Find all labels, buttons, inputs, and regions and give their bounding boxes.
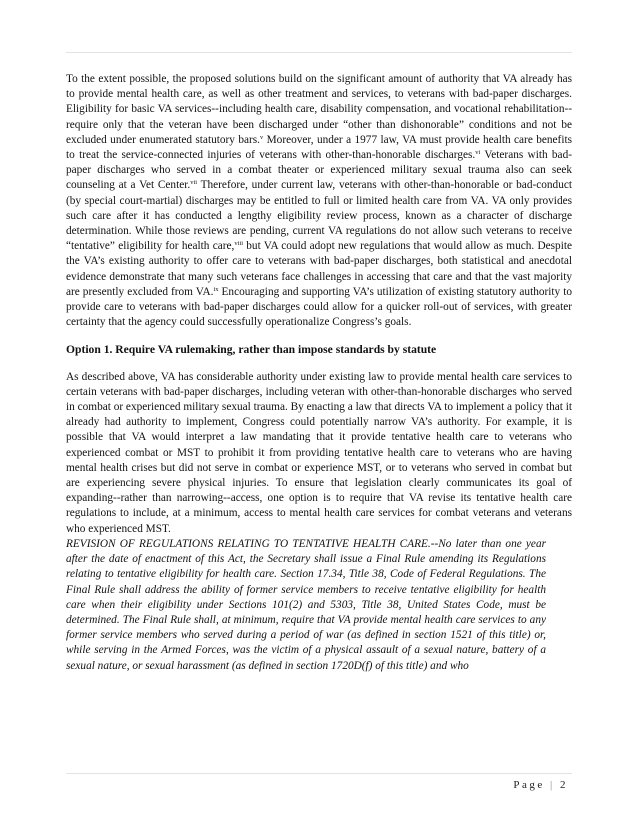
page-number: 2 bbox=[560, 779, 568, 791]
endnote-marker: vi bbox=[475, 149, 481, 157]
header-rule bbox=[66, 52, 572, 53]
page-label: Page bbox=[513, 779, 545, 791]
legislative-quote: REVISION OF REGULATIONS RELATING TO TENTATIVE HEALTH CARE.--No later than one year after the date of enactment of this Act, the Secretary shall issue a Final Rule amending its Regulations relating to tentative eligibility for health care. Section 17.34, Title 38, Code of Federal Regulations. The Final Rule shall address the ability of former service members to receive tentative eligibility for health care when their eligibility under Sections 101(2) and 5303, Title 38, United States Code, must be determined. The Final Rule shall, at minimum, require that VA provide mental health care services to any former service members who served during a period of war (as defined in section 1521 of this title) or, while serving in the Armed Forces, was the victim of a physical assault of a sexual nature, battery of a sexual nature, or sexual harassment (as defined in section 1720D(f) of this title) and who bbox=[66, 537, 546, 672]
page-body bbox=[66, 72, 572, 674]
endnote-marker: v bbox=[259, 133, 264, 141]
page-footer bbox=[513, 779, 568, 791]
endnote-marker: ix bbox=[213, 285, 219, 293]
footer-rule bbox=[66, 773, 572, 774]
intro-paragraph: To the extent possible, the proposed solutions build on the significant amount of authority that VA already has to provide mental health care, as well as other treatment and services, to veterans with bad-paper discharges. Eligibility for basic VA services--including health care, disability compensation, and vocational rehabilitation--require only that the veteran have been discharged under “other than dishonorable” conditions and not be excluded under enumerated statutory bars.$^v$ Moreover, under a 1977 law, VA must provide health care benefits to treat the service-connected injuries of veterans with other-than-honorable discharges.$^{vi}$ Veterans with bad-paper discharges who served in a combat theater or experienced military sexual trauma also can seek counseling at a Vet Center.$^{vii}$ Therefore, under current law, veterans with other-than-honorable or bad-conduct (by special court-martial) discharges may be entitled to full or limited health care from VA. VA only provides such care after it has conducted a lengthy eligibility review process, known as a character of discharge determination. While those reviews are pending, current VA regulations do not allow such veterans to receive “tentative” eligibility for health care,$^{viii}$ but VA could adopt new regulations that would allow as much. Despite the VA’s existing authority to offer care to veterans with bad-paper discharges, both statistical and anecdotal evidence demonstrate that many such veterans face challenges in accessing that care and that the vast majority are presently excluded from VA.$^{ix}$ Encouraging and supporting VA’s utilization of existing statutory authority to provide care to veterans with bad-paper discharges could allow for a quicker roll-out of services, with greater certainty that the agency could successfully operationalize Congress’s goals. bbox=[66, 73, 572, 329]
endnote-marker: viii bbox=[234, 240, 243, 248]
body-paragraph: As described above, VA has considerable authority under existing law to provide mental health care services to certain veterans with bad-paper discharges, including veteran with other-than-honorable discharges who served in combat or experienced military sexual trauma. By enacting a law that directs VA to implement a policy that it already had authority to implement, Congress could potentially narrow VA’s authority. For example, it is possible that VA would interpret a law mandating that it provide tentative health care to veterans who experienced combat or MST to prohibit it from providing tentative health care to veterans who are having mental health crises but did not serve in combat or experience MST, or to veterans who served in combat but are experiencing severe physical injuries. To ensure that legislation clearly communicates its goal of expanding--rather than narrowing--access, one option is to require that VA revise its tentative health care regulations to include, at a minimum, access to mental health care services for combat veterans and veterans who experienced MST. bbox=[66, 370, 572, 535]
endnote-marker: vii bbox=[190, 179, 198, 187]
page-separator: | bbox=[550, 779, 555, 791]
section-heading: Option 1. Require VA rulemaking, rather than impose standards by statute bbox=[66, 343, 437, 357]
